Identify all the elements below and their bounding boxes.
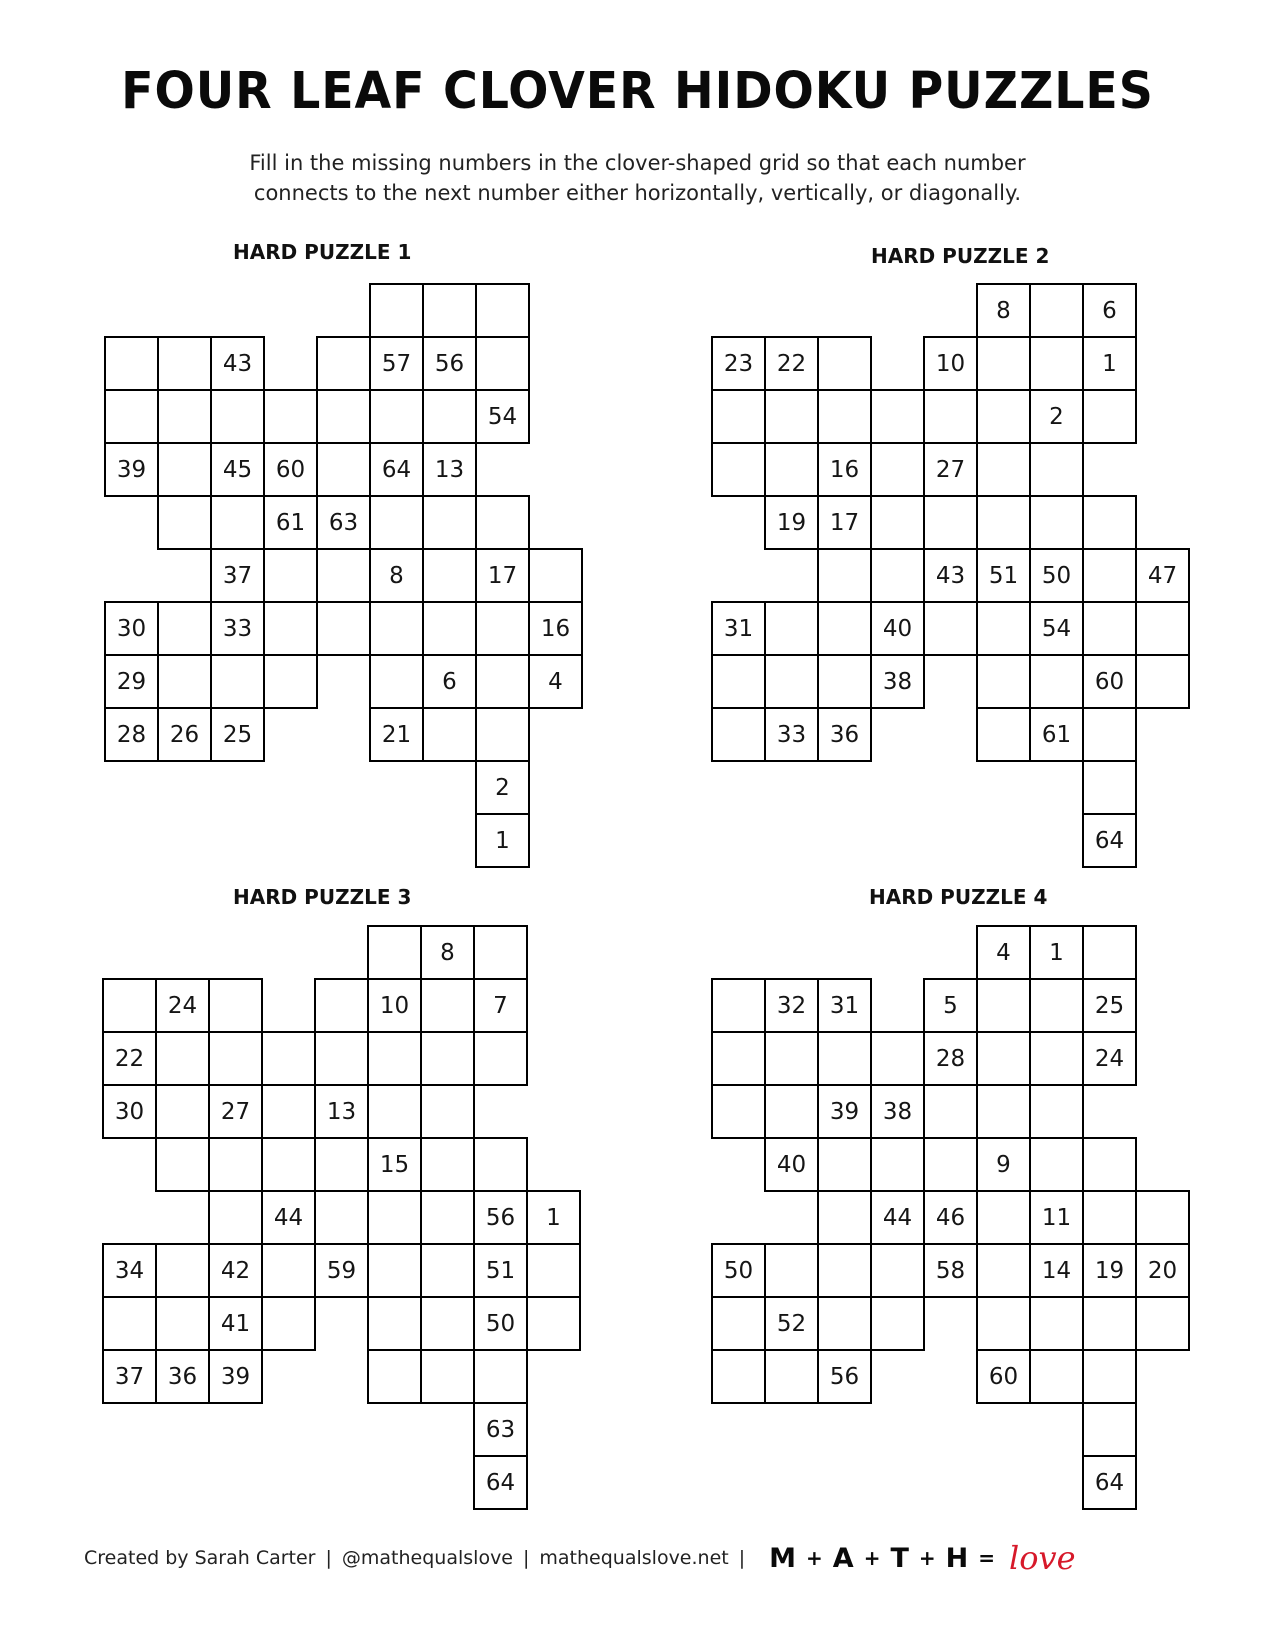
brand-letter: T (890, 1542, 909, 1574)
given-cell: 50 (711, 1243, 766, 1298)
empty-cell[interactable] (764, 389, 819, 444)
brand-letter: A (832, 1542, 854, 1574)
given-cell: 1 (526, 1190, 581, 1245)
empty-cell[interactable] (263, 601, 318, 656)
empty-cell[interactable] (1135, 1190, 1190, 1245)
puzzle-title: HARD PUZZLE 2 (871, 244, 1050, 268)
empty-cell[interactable] (208, 1137, 263, 1192)
empty-cell[interactable] (420, 1349, 475, 1404)
footer-handle: @mathequalslove (341, 1547, 513, 1569)
brand-letter: H (945, 1542, 969, 1574)
empty-cell[interactable] (314, 1031, 369, 1086)
given-cell: 13 (314, 1084, 369, 1139)
empty-cell[interactable] (422, 548, 477, 603)
empty-cell[interactable] (1135, 654, 1190, 709)
empty-cell[interactable] (157, 389, 212, 444)
empty-cell[interactable] (369, 654, 424, 709)
empty-cell[interactable] (369, 495, 424, 550)
given-cell: 8 (976, 283, 1031, 338)
given-cell: 33 (210, 601, 265, 656)
given-cell: 36 (817, 707, 872, 762)
given-cell: 5 (923, 978, 978, 1033)
footer-credit: Created by Sarah Carter (84, 1547, 316, 1569)
empty-cell[interactable] (764, 1031, 819, 1086)
brand-plus: + (863, 1546, 881, 1570)
given-cell: 16 (817, 442, 872, 497)
empty-cell[interactable] (475, 336, 530, 391)
empty-cell[interactable] (1029, 336, 1084, 391)
empty-cell[interactable] (817, 601, 872, 656)
empty-cell[interactable] (261, 1137, 316, 1192)
empty-cell[interactable] (764, 654, 819, 709)
empty-cell[interactable] (870, 1243, 925, 1298)
empty-cell[interactable] (475, 654, 530, 709)
given-cell: 31 (711, 601, 766, 656)
given-cell: 42 (208, 1243, 263, 1298)
given-cell: 17 (817, 495, 872, 550)
empty-cell[interactable] (1082, 601, 1137, 656)
empty-cell[interactable] (475, 495, 530, 550)
empty-cell[interactable] (817, 548, 872, 603)
empty-cell[interactable] (870, 548, 925, 603)
given-cell: 32 (764, 978, 819, 1033)
empty-cell[interactable] (923, 495, 978, 550)
empty-cell[interactable] (367, 1031, 422, 1086)
empty-cell[interactable] (976, 601, 1031, 656)
given-cell: 56 (473, 1190, 528, 1245)
brand-plus: + (918, 1546, 936, 1570)
given-cell: 54 (1029, 601, 1084, 656)
empty-cell[interactable] (1029, 654, 1084, 709)
given-cell: 50 (473, 1296, 528, 1351)
empty-cell[interactable] (314, 978, 369, 1033)
empty-cell[interactable] (316, 336, 371, 391)
empty-cell[interactable] (157, 601, 212, 656)
empty-cell[interactable] (473, 925, 528, 980)
given-cell: 34 (102, 1243, 157, 1298)
empty-cell[interactable] (155, 1084, 210, 1139)
given-cell: 8 (369, 548, 424, 603)
empty-cell[interactable] (263, 548, 318, 603)
empty-cell[interactable] (422, 283, 477, 338)
empty-cell[interactable] (764, 1084, 819, 1139)
empty-cell[interactable] (157, 495, 212, 550)
empty-cell[interactable] (1029, 283, 1084, 338)
empty-cell[interactable] (526, 1243, 581, 1298)
given-cell: 61 (263, 495, 318, 550)
given-cell: 24 (1082, 1031, 1137, 1086)
empty-cell[interactable] (817, 654, 872, 709)
empty-cell[interactable] (473, 1031, 528, 1086)
given-cell: 39 (208, 1349, 263, 1404)
empty-cell[interactable] (367, 1243, 422, 1298)
brand-logo (769, 1539, 1075, 1577)
empty-cell[interactable] (711, 1084, 766, 1139)
given-cell: 64 (1082, 1455, 1137, 1510)
empty-cell[interactable] (976, 389, 1031, 444)
empty-cell[interactable] (314, 1137, 369, 1192)
empty-cell[interactable] (817, 336, 872, 391)
empty-cell[interactable] (976, 1296, 1031, 1351)
given-cell: 20 (1135, 1243, 1190, 1298)
empty-cell[interactable] (976, 442, 1031, 497)
empty-cell[interactable] (422, 601, 477, 656)
empty-cell[interactable] (817, 389, 872, 444)
given-cell: 9 (976, 1137, 1031, 1192)
empty-cell[interactable] (1082, 707, 1137, 762)
given-cell: 45 (210, 442, 265, 497)
empty-cell[interactable] (976, 654, 1031, 709)
given-cell: 33 (764, 707, 819, 762)
given-cell: 27 (208, 1084, 263, 1139)
empty-cell[interactable] (711, 442, 766, 497)
empty-cell[interactable] (104, 336, 159, 391)
given-cell: 15 (367, 1137, 422, 1192)
given-cell: 4 (528, 654, 583, 709)
given-cell: 60 (976, 1349, 1031, 1404)
puzzle-title: HARD PUZZLE 3 (233, 885, 412, 909)
given-cell: 64 (369, 442, 424, 497)
empty-cell[interactable] (1029, 1296, 1084, 1351)
empty-cell[interactable] (528, 548, 583, 603)
given-cell: 6 (1082, 283, 1137, 338)
given-cell: 39 (104, 442, 159, 497)
empty-cell[interactable] (1082, 1402, 1137, 1457)
empty-cell[interactable] (210, 389, 265, 444)
empty-cell[interactable] (923, 389, 978, 444)
empty-cell[interactable] (1029, 1137, 1084, 1192)
given-cell: 1 (1029, 925, 1084, 980)
given-cell: 36 (155, 1349, 210, 1404)
empty-cell[interactable] (261, 1296, 316, 1351)
empty-cell[interactable] (420, 978, 475, 1033)
given-cell: 40 (764, 1137, 819, 1192)
given-cell: 10 (367, 978, 422, 1033)
empty-cell[interactable] (420, 1296, 475, 1351)
empty-cell[interactable] (157, 336, 212, 391)
given-cell: 54 (475, 389, 530, 444)
empty-cell[interactable] (420, 1243, 475, 1298)
given-cell: 28 (104, 707, 159, 762)
given-cell: 41 (208, 1296, 263, 1351)
empty-cell[interactable] (420, 1190, 475, 1245)
empty-cell[interactable] (367, 925, 422, 980)
page-title: FOUR LEAF CLOVER HIDOKU PUZZLES (121, 62, 1154, 121)
given-cell: 63 (316, 495, 371, 550)
empty-cell[interactable] (369, 283, 424, 338)
empty-cell[interactable] (104, 389, 159, 444)
empty-cell[interactable] (764, 601, 819, 656)
puzzle-title: HARD PUZZLE 1 (233, 240, 412, 264)
given-cell: 19 (764, 495, 819, 550)
empty-cell[interactable] (316, 548, 371, 603)
given-cell: 38 (870, 654, 925, 709)
given-cell: 44 (261, 1190, 316, 1245)
given-cell: 22 (764, 336, 819, 391)
empty-cell[interactable] (923, 1137, 978, 1192)
given-cell: 60 (1082, 654, 1137, 709)
empty-cell[interactable] (1029, 978, 1084, 1033)
empty-cell[interactable] (870, 495, 925, 550)
given-cell: 47 (1135, 548, 1190, 603)
brand-letter: M (769, 1542, 797, 1574)
empty-cell[interactable] (155, 1296, 210, 1351)
footer (84, 1538, 1076, 1578)
empty-cell[interactable] (1029, 1349, 1084, 1404)
brand-equals: = (978, 1546, 996, 1570)
empty-cell[interactable] (473, 1349, 528, 1404)
given-cell: 2 (475, 760, 530, 815)
given-cell: 38 (870, 1084, 925, 1139)
given-cell: 25 (210, 707, 265, 762)
given-cell: 30 (104, 601, 159, 656)
empty-cell[interactable] (1082, 1137, 1137, 1192)
given-cell: 11 (1029, 1190, 1084, 1245)
empty-cell[interactable] (976, 707, 1031, 762)
empty-cell[interactable] (208, 1031, 263, 1086)
empty-cell[interactable] (316, 442, 371, 497)
given-cell: 31 (817, 978, 872, 1033)
empty-cell[interactable] (208, 978, 263, 1033)
given-cell: 59 (314, 1243, 369, 1298)
empty-cell[interactable] (367, 1190, 422, 1245)
given-cell: 7 (473, 978, 528, 1033)
empty-cell[interactable] (976, 978, 1031, 1033)
given-cell: 61 (1029, 707, 1084, 762)
empty-cell[interactable] (261, 1031, 316, 1086)
empty-cell[interactable] (263, 654, 318, 709)
given-cell: 56 (422, 336, 477, 391)
empty-cell[interactable] (817, 1296, 872, 1351)
empty-cell[interactable] (817, 1137, 872, 1192)
empty-cell[interactable] (711, 1031, 766, 1086)
empty-cell[interactable] (475, 601, 530, 656)
given-cell: 43 (923, 548, 978, 603)
given-cell: 17 (475, 548, 530, 603)
given-cell: 8 (420, 925, 475, 980)
empty-cell[interactable] (102, 978, 157, 1033)
empty-cell[interactable] (369, 389, 424, 444)
given-cell: 56 (817, 1349, 872, 1404)
footer-separator: | (523, 1547, 530, 1569)
footer-separator: | (738, 1547, 746, 1569)
empty-cell[interactable] (764, 1243, 819, 1298)
empty-cell[interactable] (764, 442, 819, 497)
empty-cell[interactable] (1029, 442, 1084, 497)
empty-cell[interactable] (1082, 495, 1137, 550)
empty-cell[interactable] (420, 1137, 475, 1192)
given-cell: 39 (817, 1084, 872, 1139)
empty-cell[interactable] (976, 1190, 1031, 1245)
given-cell: 24 (155, 978, 210, 1033)
given-cell: 50 (1029, 548, 1084, 603)
given-cell: 26 (157, 707, 212, 762)
given-cell: 51 (976, 548, 1031, 603)
empty-cell[interactable] (102, 1296, 157, 1351)
empty-cell[interactable] (369, 601, 424, 656)
empty-cell[interactable] (976, 495, 1031, 550)
empty-cell[interactable] (1082, 1190, 1137, 1245)
given-cell: 64 (473, 1455, 528, 1510)
empty-cell[interactable] (263, 389, 318, 444)
empty-cell[interactable] (210, 495, 265, 550)
puzzle-title: HARD PUZZLE 4 (869, 885, 1048, 909)
empty-cell[interactable] (976, 1243, 1031, 1298)
given-cell: 14 (1029, 1243, 1084, 1298)
empty-cell[interactable] (817, 1031, 872, 1086)
given-cell: 57 (369, 336, 424, 391)
empty-cell[interactable] (155, 1137, 210, 1192)
empty-cell[interactable] (711, 654, 766, 709)
given-cell: 52 (764, 1296, 819, 1351)
empty-cell[interactable] (870, 1296, 925, 1351)
empty-cell[interactable] (976, 336, 1031, 391)
empty-cell[interactable] (870, 1031, 925, 1086)
given-cell: 30 (102, 1084, 157, 1139)
empty-cell[interactable] (473, 1137, 528, 1192)
empty-cell[interactable] (870, 442, 925, 497)
given-cell: 1 (475, 813, 530, 868)
empty-cell[interactable] (817, 1190, 872, 1245)
instructions-line-1: Fill in the missing numbers in the clover-shaped grid so that each number (249, 151, 1026, 175)
footer-website: mathequalslove.net (539, 1547, 729, 1569)
empty-cell[interactable] (923, 601, 978, 656)
empty-cell[interactable] (976, 1084, 1031, 1139)
given-cell: 2 (1029, 389, 1084, 444)
empty-cell[interactable] (764, 1349, 819, 1404)
given-cell: 63 (473, 1402, 528, 1457)
given-cell: 37 (102, 1349, 157, 1404)
empty-cell[interactable] (367, 1296, 422, 1351)
empty-cell[interactable] (157, 442, 212, 497)
empty-cell[interactable] (711, 707, 766, 762)
empty-cell[interactable] (711, 978, 766, 1033)
empty-cell[interactable] (1082, 389, 1137, 444)
empty-cell[interactable] (475, 707, 530, 762)
given-cell: 10 (923, 336, 978, 391)
empty-cell[interactable] (1082, 548, 1137, 603)
empty-cell[interactable] (420, 1031, 475, 1086)
given-cell: 22 (102, 1031, 157, 1086)
given-cell: 46 (923, 1190, 978, 1245)
empty-cell[interactable] (870, 1137, 925, 1192)
empty-cell[interactable] (1135, 1296, 1190, 1351)
empty-cell[interactable] (422, 707, 477, 762)
empty-cell[interactable] (261, 1084, 316, 1139)
given-cell: 23 (711, 336, 766, 391)
given-cell: 40 (870, 601, 925, 656)
empty-cell[interactable] (314, 1190, 369, 1245)
empty-cell[interactable] (367, 1084, 422, 1139)
empty-cell[interactable] (1082, 925, 1137, 980)
empty-cell[interactable] (475, 283, 530, 338)
given-cell: 16 (528, 601, 583, 656)
given-cell: 37 (210, 548, 265, 603)
empty-cell[interactable] (155, 1243, 210, 1298)
given-cell: 6 (422, 654, 477, 709)
empty-cell[interactable] (155, 1031, 210, 1086)
empty-cell[interactable] (711, 1296, 766, 1351)
given-cell: 43 (210, 336, 265, 391)
given-cell: 60 (263, 442, 318, 497)
given-cell: 21 (369, 707, 424, 762)
empty-cell[interactable] (923, 1084, 978, 1139)
empty-cell[interactable] (422, 389, 477, 444)
empty-cell[interactable] (316, 601, 371, 656)
empty-cell[interactable] (210, 654, 265, 709)
empty-cell[interactable] (367, 1349, 422, 1404)
empty-cell[interactable] (1029, 1084, 1084, 1139)
empty-cell[interactable] (157, 654, 212, 709)
empty-cell[interactable] (1029, 495, 1084, 550)
given-cell: 4 (976, 925, 1031, 980)
empty-cell[interactable] (711, 1349, 766, 1404)
given-cell: 51 (473, 1243, 528, 1298)
empty-cell[interactable] (1029, 1031, 1084, 1086)
empty-cell[interactable] (817, 1243, 872, 1298)
footer-separator: | (325, 1547, 332, 1569)
empty-cell[interactable] (316, 389, 371, 444)
brand-plus: + (806, 1546, 823, 1570)
brand-love: love (1009, 1539, 1076, 1577)
given-cell: 64 (1082, 813, 1137, 868)
empty-cell[interactable] (208, 1190, 263, 1245)
given-cell: 29 (104, 654, 159, 709)
empty-cell[interactable] (420, 1084, 475, 1139)
empty-cell[interactable] (870, 389, 925, 444)
given-cell: 27 (923, 442, 978, 497)
empty-cell[interactable] (261, 1243, 316, 1298)
given-cell: 44 (870, 1190, 925, 1245)
given-cell: 25 (1082, 978, 1137, 1033)
instructions-line-2: connects to the next number either horizontally, vertically, or diagonally. (253, 181, 1022, 205)
given-cell: 1 (1082, 336, 1137, 391)
given-cell: 28 (923, 1031, 978, 1086)
empty-cell[interactable] (1135, 601, 1190, 656)
given-cell: 13 (422, 442, 477, 497)
empty-cell[interactable] (1082, 1349, 1137, 1404)
empty-cell[interactable] (422, 495, 477, 550)
empty-cell[interactable] (711, 389, 766, 444)
empty-cell[interactable] (526, 1296, 581, 1351)
empty-cell[interactable] (1082, 760, 1137, 815)
given-cell: 58 (923, 1243, 978, 1298)
given-cell: 19 (1082, 1243, 1137, 1298)
instructions (0, 148, 1275, 208)
empty-cell[interactable] (1082, 1296, 1137, 1351)
empty-cell[interactable] (976, 1031, 1031, 1086)
